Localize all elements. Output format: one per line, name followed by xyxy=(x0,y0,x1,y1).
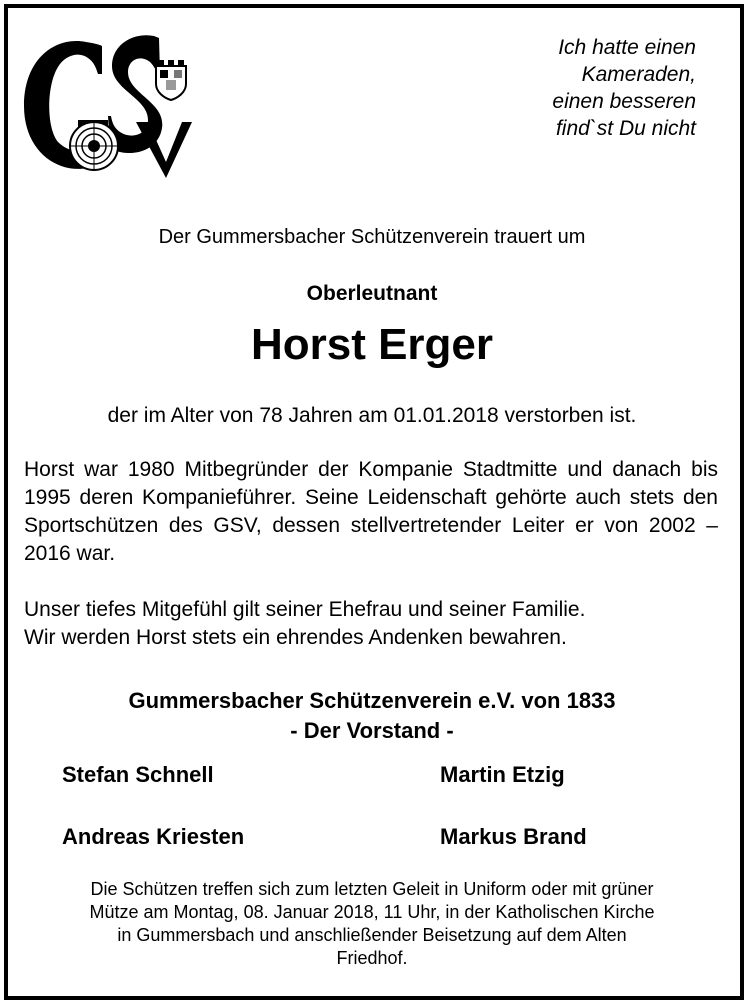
target-icon xyxy=(70,122,118,170)
gsv-logo xyxy=(16,28,196,178)
condolence-paragraph xyxy=(24,596,718,652)
condolence-line: Unser tiefes Mitgefühl gilt seiner Ehefrau und seiner Familie. xyxy=(24,598,586,621)
signatory-name: Andreas Kriesten xyxy=(62,824,245,849)
organization-block xyxy=(0,686,744,746)
intro-text: Der Gummersbacher Schützenverein trauert um xyxy=(158,226,586,248)
funeral-info xyxy=(0,878,744,970)
motto-line: Kameraden, xyxy=(581,63,696,86)
organization-name: Gummersbacher Schützenverein e.V. von 1833 xyxy=(128,688,616,713)
signatory-name: Stefan Schnell xyxy=(62,762,214,787)
signatory-name: Martin Etzig xyxy=(440,762,565,787)
funeral-line: in Gummersbach und anschließender Beisetzung auf dem Alten xyxy=(117,925,627,945)
deceased-name: Horst Erger xyxy=(250,320,494,369)
coat-of-arms-icon xyxy=(156,60,186,100)
funeral-line: Die Schützen treffen sich zum letzten Geleit in Uniform oder mit grüner xyxy=(90,879,654,899)
funeral-line: Friedhof. xyxy=(336,948,408,968)
deceased-rank: Oberleutnant xyxy=(306,282,438,305)
motto-line: Ich hatte einen xyxy=(558,36,696,59)
motto-line: find`st Du nicht xyxy=(555,117,696,140)
motto-quote xyxy=(436,34,696,142)
biography-paragraph: Horst war 1980 Mitbegründer der Kompanie Stadtmitte und danach bis 1995 deren Kompanieführer. Seine Leidenschaft gehörte auch stets den Sportschützen des GSV, dessen stellvertretender Leiter er von 2002 – 2016 war. xyxy=(24,458,718,565)
signatory-name: Markus Brand xyxy=(440,824,587,849)
age-line: der im Alter von 78 Jahren am 01.01.2018 verstorben ist. xyxy=(107,404,637,427)
funeral-line: Mütze am Montag, 08. Januar 2018, 11 Uhr, in der Katholischen Kirche xyxy=(89,902,655,922)
condolence-line: Wir werden Horst stets ein ehrendes Andenken bewahren. xyxy=(24,626,567,649)
board-label: - Der Vorstand - xyxy=(290,718,454,743)
motto-line: einen besseren xyxy=(552,90,696,113)
